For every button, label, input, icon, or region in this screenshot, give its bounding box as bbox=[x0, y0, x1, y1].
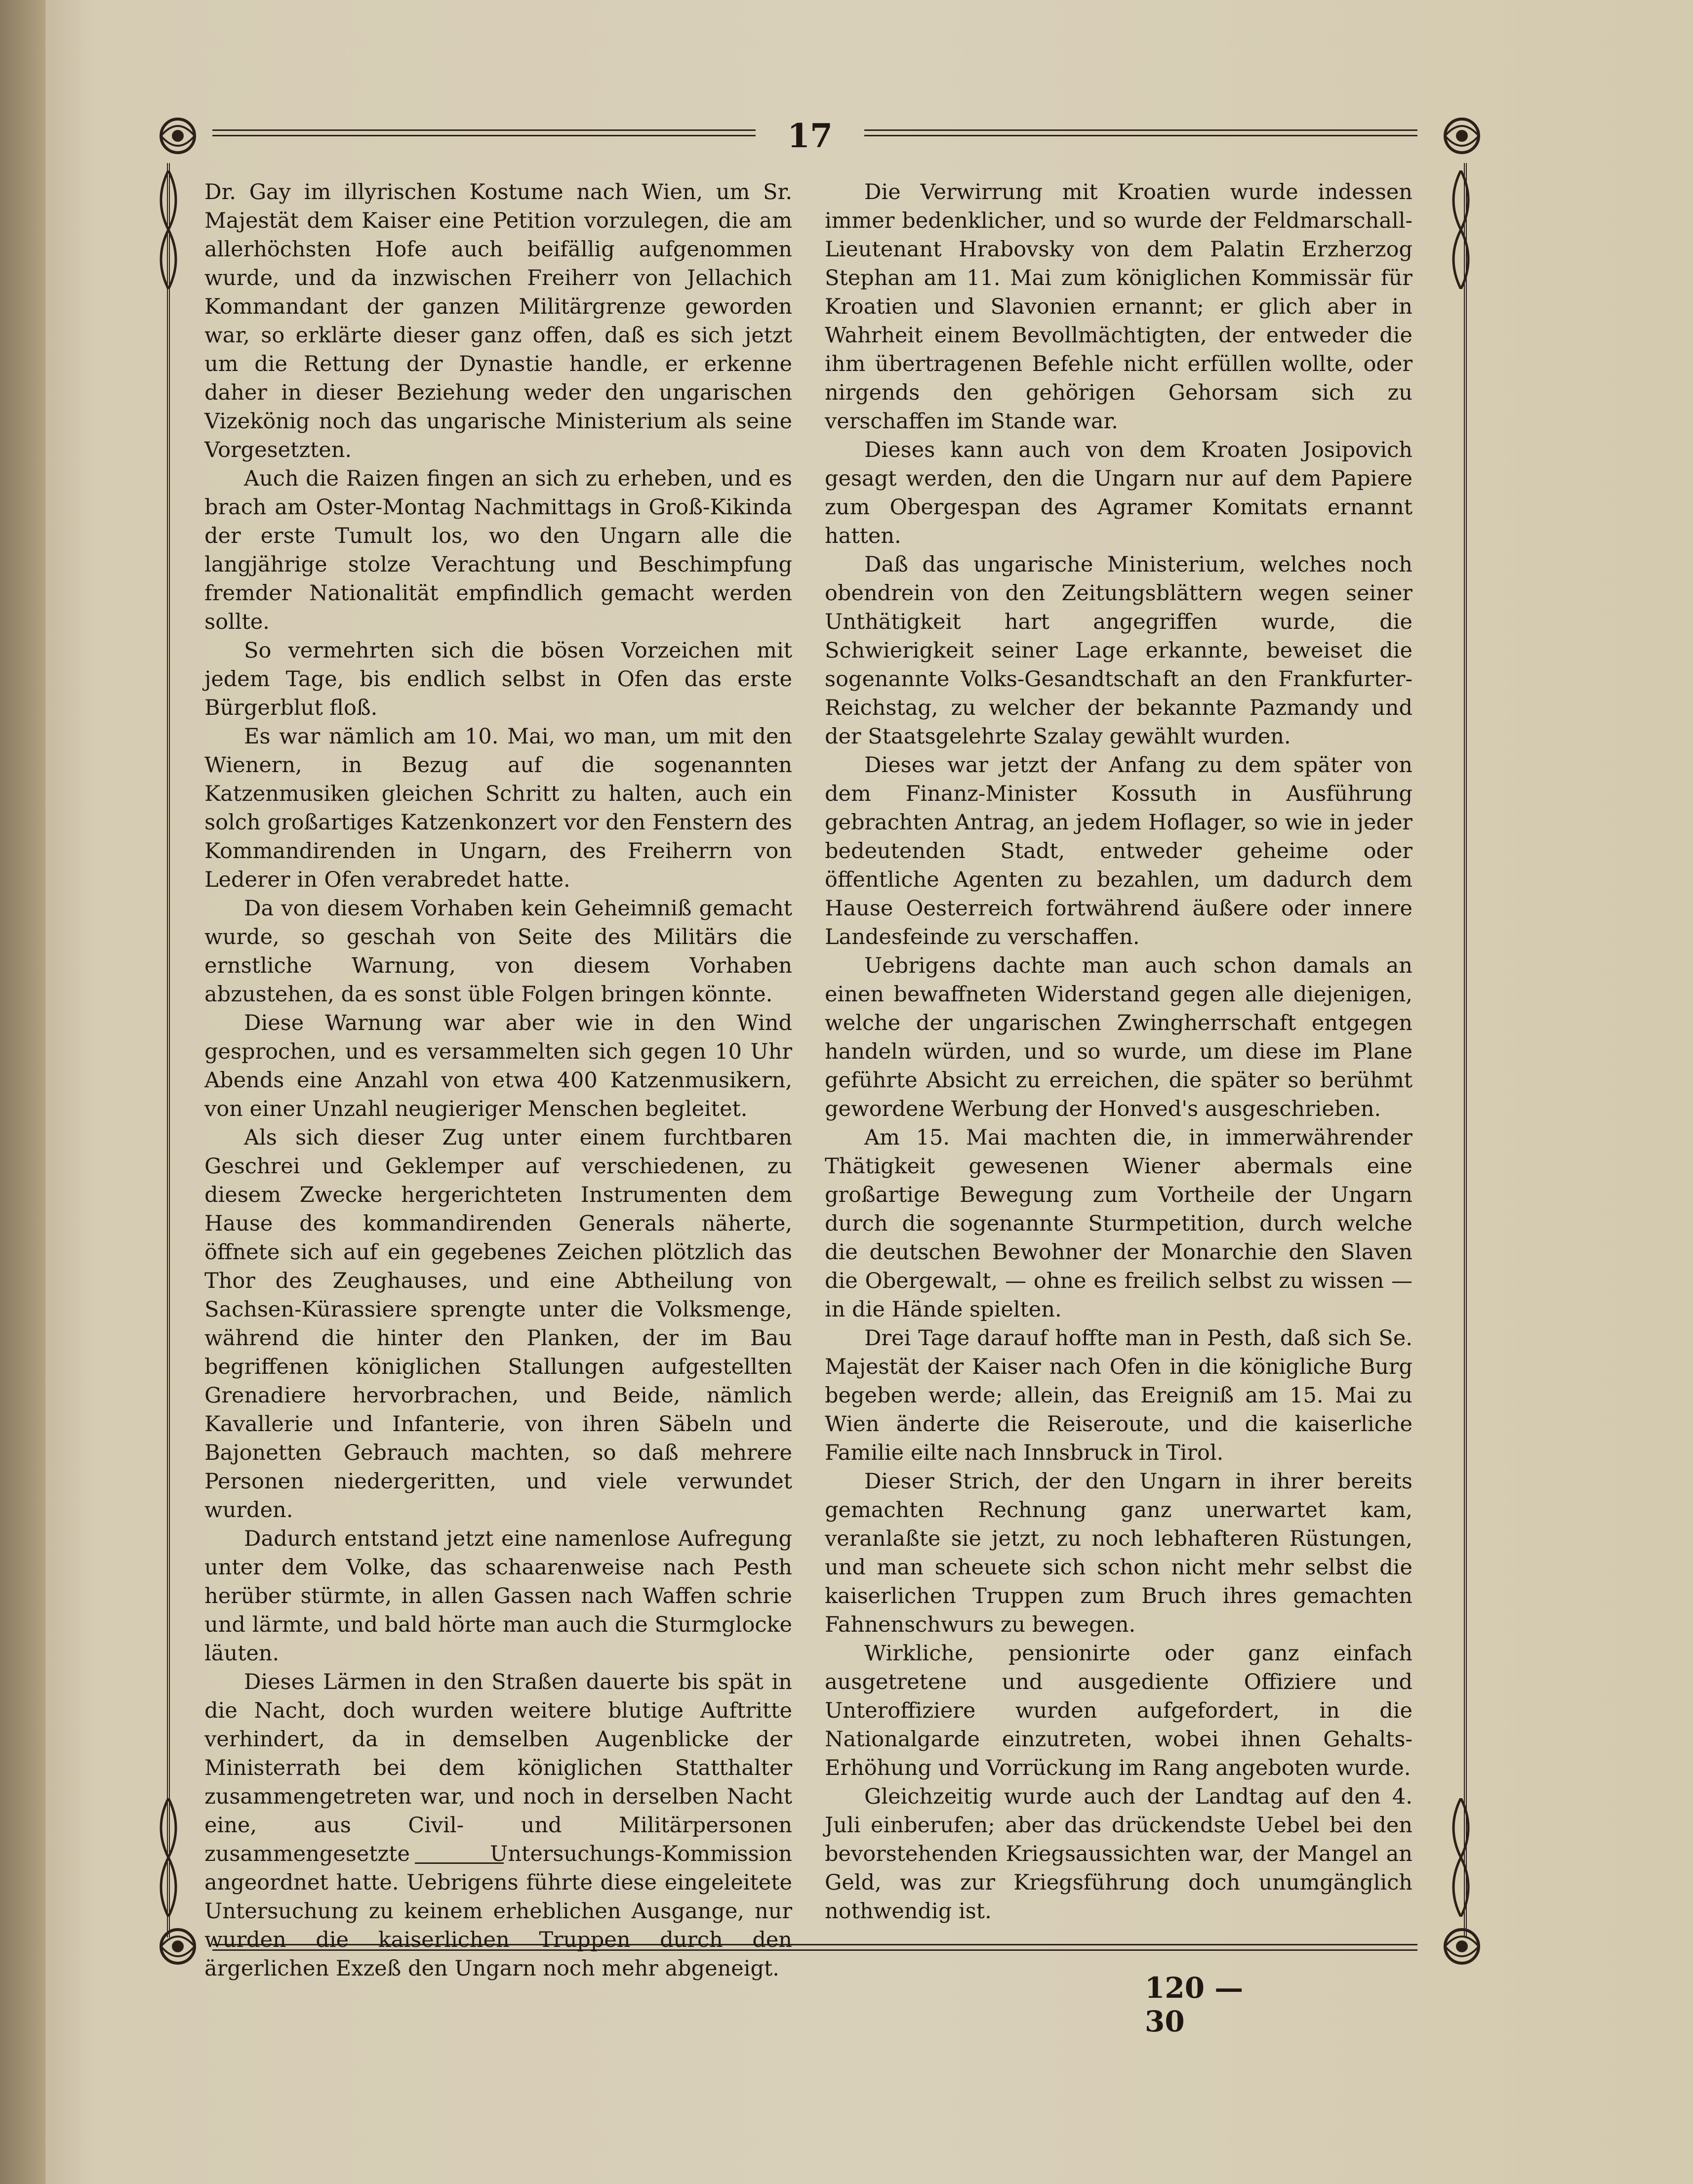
scroll-ornament-icon-right-top bbox=[1446, 170, 1476, 289]
left-column bbox=[204, 178, 792, 1983]
header-rule-left bbox=[212, 129, 756, 131]
paragraph: Es war nämlich am 10. Mai, wo man, um mit den Wienern, in Bezug auf die sogenannten Katzenmusiken gleichen Schritt zu halten, auch ein solch großartiges Katzenkonzert vor den Fenstern des Kommandirenden in Ungarn, des Freiherrn von Lederer in Ofen verabredet hatte. bbox=[204, 724, 792, 892]
ornament-icon-top-left bbox=[148, 106, 207, 165]
paragraph: Diese Warnung war aber wie in den Wind gesprochen, und es versammelten sich gegen 10 Uhr Abends eine Anzahl von etwa 400 Katzenmusikern, von einer Unzahl neugieriger Menschen begleitet. bbox=[204, 1011, 792, 1121]
paragraph: Dr. Gay im illyrischen Kostume nach Wien, um Sr. Majestät dem Kaiser eine Petition vorzulegen, die am allerhöchsten Hofe auch beifällig aufgenommen wurde, und da inzwischen Freiherr von Jellachich Kommandant der ganzen Militärgrenze geworden war, so erklärte dieser ganz offen, daß es sich jetzt um die Rettung der Dynastie handle, er erkenne daher in dieser Beziehung weder den ungarischen Vizekönig noch das ungarische Ministerium als seine Vorgesetzten. bbox=[204, 180, 792, 462]
paragraph: Da von diesem Vorhaben kein Geheimniß gemacht wurde, so geschah von Seite des Militärs die ernstliche Warnung, von diesem Vorhaben abzustehen, da es sonst üble Folgen bringen könnte. bbox=[204, 896, 792, 1007]
scroll-ornament-icon-left-bottom bbox=[154, 1798, 183, 1917]
right-column bbox=[825, 178, 1412, 1926]
printer-signature: 120 — 30 bbox=[1145, 1971, 1244, 2038]
paragraph: Wirkliche, pensionirte oder ganz einfach ausgetretene und ausgediente Offiziere und Unteroffiziere wurden aufgefordert, in die Nationalgarde einzutreten, wobei ihnen Gehalts-Erhöhung und Vorrückung im Rang angeboten wurde. bbox=[825, 1641, 1412, 1780]
paragraph: Uebrigens dachte man auch schon damals an einen bewaffneten Widerstand gegen alle diejenigen, welche der ungarischen Zwingherrschaft entgegen handeln würden, und so wurde, um diese im Plane geführte Absicht zu erreichen, die später so berühmt gewordene Werbung der Honved's ausgeschrieben. bbox=[825, 953, 1412, 1121]
paragraph: Dieser Strich, der den Ungarn in ihrer bereits gemachten Rechnung ganz unerwartet kam, veranlaßte sie jetzt, zu noch lebhafteren Rüstungen, und man scheuete sich schon nicht mehr selbst die kaiserlichen Truppen zum Bruch ihres gemachten Fahnenschwurs zu bewegen. bbox=[825, 1469, 1412, 1637]
paragraph: So vermehrten sich die bösen Vorzeichen mit jedem Tage, bis endlich selbst in Ofen das erste Bürgerblut floß. bbox=[204, 638, 792, 720]
paragraph: Dadurch entstand jetzt eine namenlose Aufregung unter dem Volke, das schaarenweise nach Pesth herüber stürmte, in allen Gassen nach Waffen schrie und lärmte, und bald hörte man auch die Sturmglocke läuten. bbox=[204, 1526, 792, 1666]
header-rule-right bbox=[864, 129, 1417, 131]
scroll-ornament-icon-left-top bbox=[154, 170, 183, 289]
paragraph: Dieses kann auch von dem Kroaten Josipovich gesagt werden, den die Ungarn nur auf dem Papiere zum Obergespan des Agramer Komitats ernannt hatten. bbox=[825, 438, 1412, 548]
scroll-ornament-icon-right-bottom bbox=[1446, 1798, 1476, 1917]
ornament-icon-bottom-right bbox=[1432, 1917, 1491, 1976]
paragraph: Auch die Raizen fingen an sich zu erheben, und es brach am Oster-Montag Nachmittags in Groß-Kikinda der erste Tumult los, wo den Ungarn alle die langjährige stolze Verachtung und Beschimpfung fremder Nationalität empfindlich gemacht werden sollte. bbox=[204, 466, 792, 634]
paragraph: Dieses war jetzt der Anfang zu dem später von dem Finanz-Minister Kossuth in Ausführung gebrachten Antrag, an jedem Hoflager, so wie in jeder bedeutenden Stadt, entweder geheime oder öffentliche Agenten zu bezahlen, um dadurch dem Hause Oesterreich fortwährend äußere oder innere Landesfeinde zu verschaffen. bbox=[825, 753, 1412, 949]
section-end-rule bbox=[415, 1862, 504, 1864]
book-binding bbox=[0, 0, 45, 2184]
paragraph: Gleichzeitig wurde auch der Landtag auf den 4. Juli einberufen; aber das drückendste Uebel bei den bevorstehenden Kriegsaussichten war, der Mangel an Geld, was zur Kriegsführung doch unumgänglich nothwendig ist. bbox=[825, 1784, 1412, 1924]
paragraph: Drei Tage darauf hoffte man in Pesth, daß sich Se. Majestät der Kaiser nach Ofen in die königliche Burg begeben werde; allein, das Ereigniß am 15. Mai zu Wien änderte die Reiseroute, und die kaiserliche Familie eilte nach Innsbruck in Tirol. bbox=[825, 1326, 1412, 1465]
paragraph: Daß das ungarische Ministerium, welches noch obendrein von den Zeitungsblättern wegen seiner Unthätigkeit hart angegriffen wurde, die Schwierigkeit seiner Lage erkannte, beweiset die sogenannte Volks-Gesandtschaft an den Frankfurter-Reichstag, zu welcher der bekannte Pazmandy und der Staatsgelehrte Szalay gewählt wurden. bbox=[825, 552, 1412, 749]
ornament-icon-top-right bbox=[1432, 106, 1491, 165]
paragraph: Am 15. Mai machten die, in immerwährender Thätigkeit gewesenen Wiener abermals eine großartige Bewegung zum Vortheile der Ungarn durch die sogenannte Sturmpetition, durch welche die deutschen Bewohner der Monarchie den Slaven die Obergewalt, — ohne es freilich selbst zu wissen — in die Hände spielten. bbox=[825, 1125, 1412, 1322]
page-number: 17 bbox=[787, 117, 833, 155]
ornament-icon-bottom-left bbox=[148, 1917, 207, 1976]
paragraph: Als sich dieser Zug unter einem furchtbaren Geschrei und Geklemper auf verschiedenen, zu diesem Zwecke hergerichteten Instrumenten dem Hause des kommandirenden Generals näherte, öffnete sich auf ein gegebenes Zeichen plötzlich das Thor des Zeughauses, und eine Abtheilung von Sachsen-Kürassiere sprengte unter die Volksmenge, während die hinter den Planken, der im Bau begriffenen königlichen Stallungen aufgestellten Grenadiere hervorbrachen, und Beide, nämlich Kavallerie und Infanterie, von ihren Säbeln und Bajonetten Gebrauch machten, so daß mehrere Personen niedergeritten, und viele verwundet wurden. bbox=[204, 1125, 792, 1523]
paragraph: Die Verwirrung mit Kroatien wurde indessen immer bedenklicher, und so wurde der Feldmarschall-Lieutenant Hrabovsky von dem Palatin Erzherzog Stephan am 11. Mai zum königlichen Kommissär für Kroatien und Slavonien ernannt; er glich aber in Wahrheit einem Bevollmächtigten, der entweder die ihm übertragenen Befehle nicht erfüllen wollte, oder nirgends den gehörigen Gehorsam sich zu verschaffen im Stande war. bbox=[825, 180, 1412, 434]
paragraph: Dieses Lärmen in den Straßen dauerte bis spät in die Nacht, doch wurden weitere blutige Auftritte verhindert, da in demselben Augenblicke der Ministerrath bei dem königlichen Statthalter zusammengetreten war, und noch in derselben Nacht eine, aus Civil- und Militärpersonen zusammengesetzte Untersuchungs-Kommission angeordnet hatte. Uebrigens führte diese eingeleitete Untersuchung zu keinem erheblichen Ausgange, nur wurden die kaiserlichen Truppen durch den ärgerlichen Exzeß den Ungarn noch mehr abgeneigt. bbox=[204, 1670, 792, 1981]
